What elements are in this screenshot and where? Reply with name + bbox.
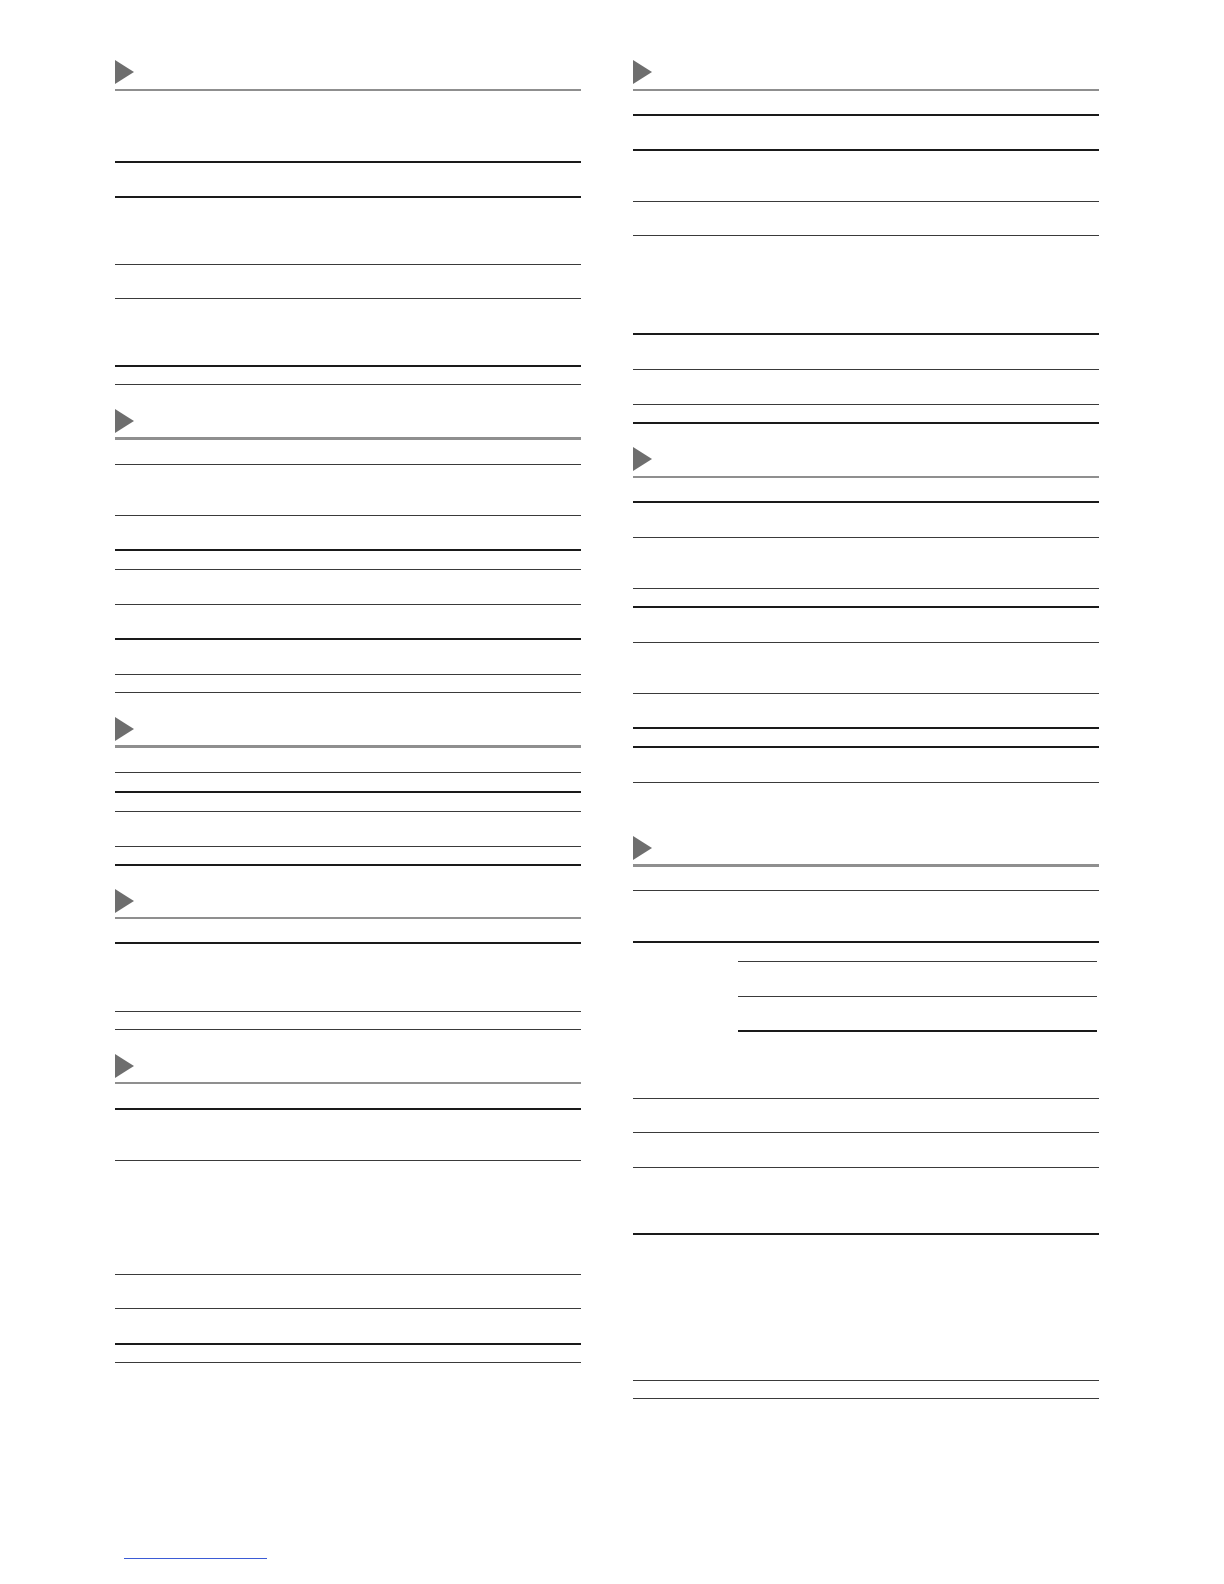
section-triangle-icon: [633, 60, 652, 84]
table-row-rule: [115, 1160, 581, 1161]
right-column: [633, 0, 1099, 1584]
section-heading-rule: [115, 89, 581, 91]
section-triangle-icon: [115, 60, 134, 84]
table-row-rule: [633, 1167, 1099, 1168]
table-row-rule: [633, 1380, 1099, 1381]
table-row-rule: [633, 642, 1099, 643]
table-footer-rule: [633, 1398, 1099, 1399]
table-top-rule: [115, 161, 581, 163]
table-row-rule: [115, 464, 581, 465]
table-footer-rule: [115, 1362, 581, 1363]
footnote-separator: [124, 1558, 267, 1559]
table-row-rule: [633, 890, 1099, 891]
table-row-rule: [633, 746, 1099, 748]
section-triangle-icon: [633, 447, 652, 471]
section-triangle-icon: [115, 1054, 134, 1078]
left-column: [115, 0, 581, 1584]
section-triangle-icon: [115, 889, 134, 913]
table-footer-rule: [115, 692, 581, 693]
table-footer-rule: [633, 422, 1099, 424]
section-heading-rule: [633, 476, 1099, 478]
table-row-rule: [633, 606, 1099, 608]
table-row-rule: [633, 235, 1099, 236]
table-row-rule: [115, 674, 581, 675]
table-subrow-rule: [738, 1030, 1097, 1032]
table-row-rule: [633, 941, 1099, 943]
table-row-rule: [633, 727, 1099, 729]
table-row-rule: [633, 1132, 1099, 1133]
section-triangle-icon: [115, 717, 134, 741]
section-heading-rule: [115, 1082, 581, 1084]
section-heading-rule: [115, 437, 581, 440]
table-row-rule: [115, 569, 581, 570]
table-top-rule: [115, 942, 581, 944]
table-footer-rule: [115, 864, 581, 866]
table-bottom-rule: [115, 1343, 581, 1345]
table-row-rule: [115, 1011, 581, 1012]
table-row-rule: [633, 404, 1099, 405]
table-row-rule: [115, 1274, 581, 1275]
table-row-rule: [633, 693, 1099, 694]
table-row-rule: [633, 537, 1099, 538]
table-row-rule: [633, 588, 1099, 589]
table-row-rule: [115, 1308, 581, 1309]
table-row-rule: [115, 264, 581, 265]
table-footer-rule: [115, 1029, 581, 1030]
table-row-rule: [633, 201, 1099, 202]
section-heading-rule: [633, 864, 1099, 867]
table-row-rule: [115, 298, 581, 299]
table-row-rule: [115, 791, 581, 793]
table-footer-rule: [633, 782, 1099, 783]
table-top-rule: [633, 501, 1099, 503]
table-subrow-rule: [738, 961, 1097, 962]
table-row-rule: [115, 549, 581, 551]
table-footer-rule: [115, 384, 581, 385]
table-bottom-rule: [115, 365, 581, 367]
section-heading-rule: [115, 745, 581, 748]
table-row-rule: [633, 333, 1099, 335]
table-header-rule: [633, 149, 1099, 151]
table-row-rule: [633, 1233, 1099, 1235]
table-header-rule: [115, 196, 581, 198]
table-top-rule: [115, 1108, 581, 1110]
table-row-rule: [633, 1098, 1099, 1099]
table-row-rule: [633, 369, 1099, 370]
table-row-rule: [115, 772, 581, 773]
section-heading-rule: [115, 917, 581, 919]
table-subrow-rule: [738, 996, 1097, 997]
table-row-rule: [115, 846, 581, 847]
table-row-rule: [115, 811, 581, 812]
section-heading-rule: [633, 89, 1099, 91]
table-row-rule: [115, 515, 581, 516]
table-row-rule: [115, 604, 581, 605]
table-top-rule: [633, 114, 1099, 116]
section-triangle-icon: [115, 409, 134, 433]
table-row-rule: [115, 638, 581, 640]
section-triangle-icon: [633, 836, 652, 860]
